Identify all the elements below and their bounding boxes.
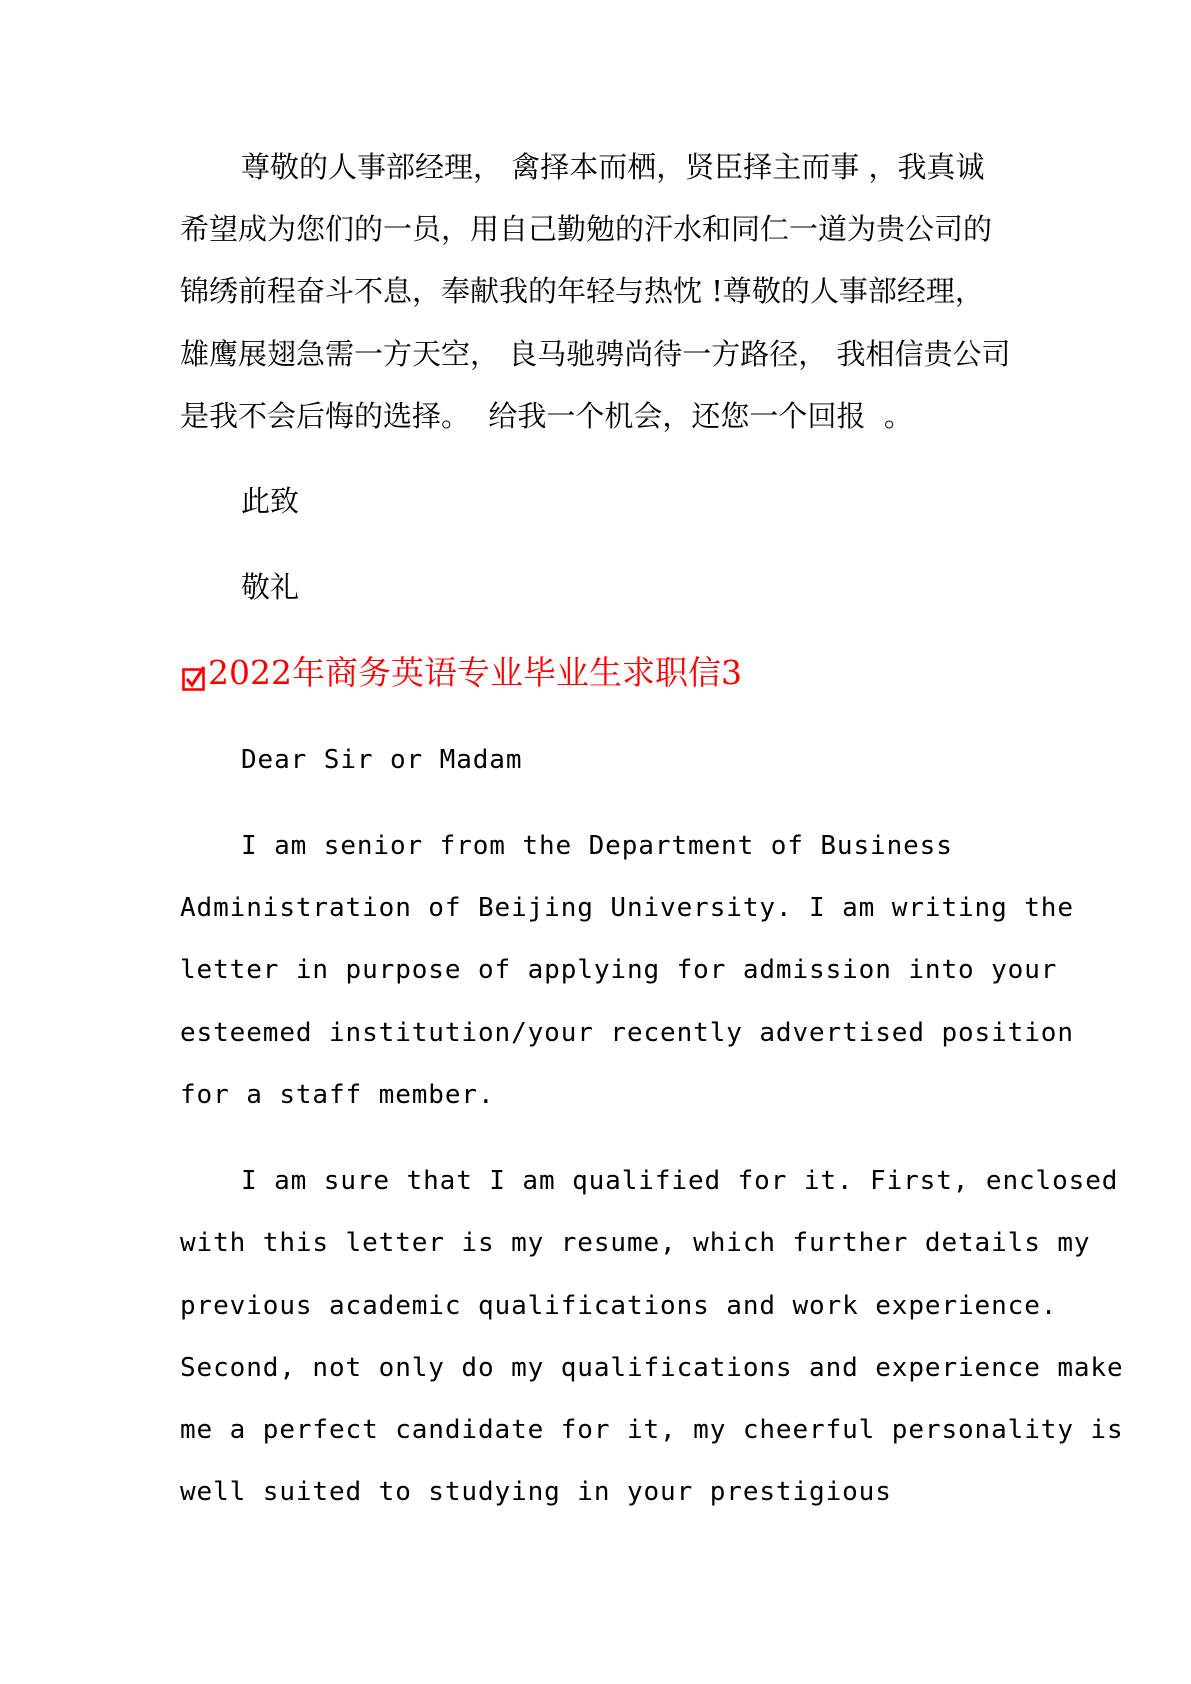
cn-paragraph-line: 锦绣前程奋斗不息，奉献我的年轻与热忱 !尊敬的人事部经理，: [180, 274, 984, 308]
en-paragraph-line: previous academic qualifications and work experience.: [180, 1291, 1058, 1321]
en-paragraph-line: for a staff member.: [180, 1080, 495, 1110]
cn-paragraph-line: 雄鹰展翅急需一方天空， 良马驰骋尚待一方路径， 我相信贵公司: [180, 337, 1011, 371]
section-heading: [182, 653, 742, 693]
cn-paragraph-line: 尊敬的人事部经理， 禽择本而栖，贤臣择主而事 ，我真诚: [241, 150, 985, 184]
en-paragraph-line: Second, not only do my qualifications and experience make: [180, 1353, 1124, 1383]
en-paragraph-line: letter in purpose of applying for admission into your: [180, 955, 1058, 985]
section-title: 2022年商务英语专业毕业生求职信3: [208, 653, 742, 692]
checkbox-checked-icon: [182, 665, 206, 691]
greeting-text: Dear Sir or Madam: [241, 745, 523, 775]
en-paragraph-line: I am sure that I am qualified for it. First, enclosed: [241, 1166, 1119, 1196]
closing-text: 此致: [241, 484, 300, 518]
en-paragraph-line: Administration of Beijing University. I am writing the: [180, 893, 1074, 923]
cn-paragraph-line: 希望成为您们的一员，用自己勤勉的汗水和同仁一道为贵公司的: [180, 212, 993, 246]
en-paragraph-line: I am senior from the Department of Business: [241, 831, 953, 861]
en-paragraph-line: well suited to studying in your prestigious: [180, 1477, 892, 1507]
en-paragraph-line: esteemed institution/your recently advertised position: [180, 1018, 1074, 1048]
en-paragraph-line: me a perfect candidate for it, my cheerful personality is: [180, 1415, 1124, 1445]
salutation-text: 敬礼: [241, 570, 300, 604]
cn-paragraph-line: 是我不会后悔的选择。 给我一个机会，还您一个回报 。: [180, 399, 913, 433]
en-paragraph-line: with this letter is my resume, which further details my: [180, 1228, 1091, 1258]
